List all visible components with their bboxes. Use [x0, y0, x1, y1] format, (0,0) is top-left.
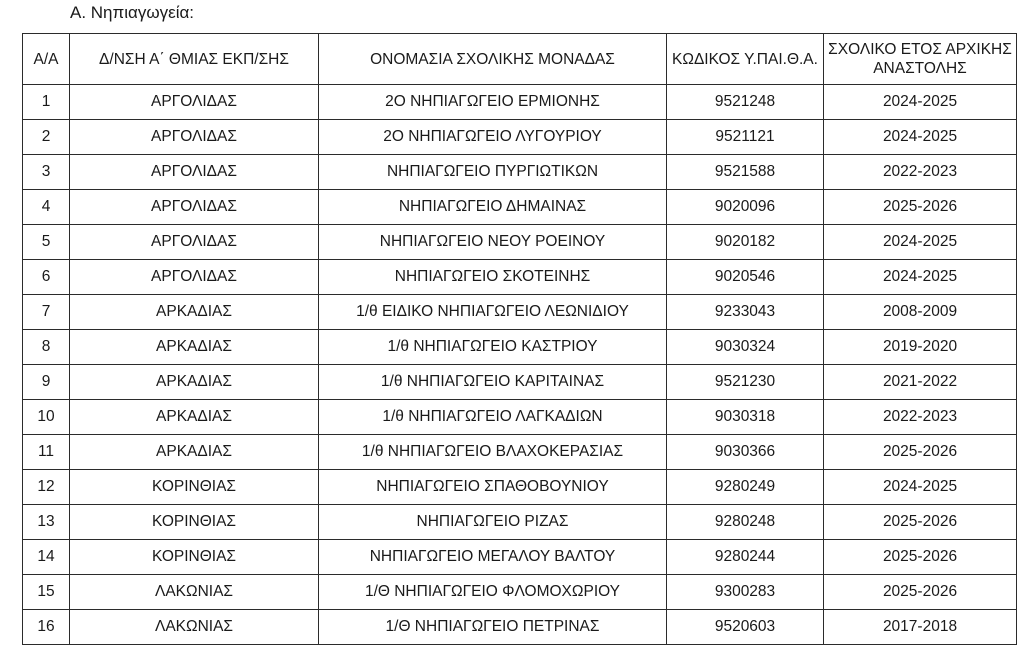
cell-code: 9280244: [667, 540, 824, 575]
cell-code: 9233043: [667, 295, 824, 330]
cell-school-name: ΝΗΠΙΑΓΩΓΕΙΟ ΠΥΡΓΙΩΤΙΚΩΝ: [319, 155, 667, 190]
cell-year: 2024-2025: [824, 85, 1017, 120]
cell-year: 2008-2009: [824, 295, 1017, 330]
table-row: [23, 295, 1017, 330]
table-row: [23, 435, 1017, 470]
cell-directorate: ΑΡΚΑΔΙΑΣ: [70, 400, 319, 435]
header-aa: Α/Α: [23, 34, 70, 85]
cell-code: 9030366: [667, 435, 824, 470]
cell-directorate: ΑΡΚΑΔΙΑΣ: [70, 365, 319, 400]
table-row: [23, 85, 1017, 120]
cell-aa: 15: [23, 575, 70, 610]
cell-school-name: 1/Θ ΝΗΠΙΑΓΩΓΕΙΟ ΠΕΤΡΙΝΑΣ: [319, 610, 667, 645]
table-row: [23, 260, 1017, 295]
table-row: [23, 190, 1017, 225]
cell-code: 9521588: [667, 155, 824, 190]
cell-year: 2025-2026: [824, 505, 1017, 540]
cell-aa: 2: [23, 120, 70, 155]
kindergartens-table: [22, 33, 1017, 645]
cell-aa: 1: [23, 85, 70, 120]
cell-directorate: ΛΑΚΩΝΙΑΣ: [70, 575, 319, 610]
cell-year: 2021-2022: [824, 365, 1017, 400]
cell-directorate: ΑΡΓΟΛΙΔΑΣ: [70, 190, 319, 225]
table-row: [23, 400, 1017, 435]
cell-school-name: ΝΗΠΙΑΓΩΓΕΙΟ ΣΚΟΤΕΙΝΗΣ: [319, 260, 667, 295]
cell-aa: 9: [23, 365, 70, 400]
table-row: [23, 575, 1017, 610]
table-row: [23, 470, 1017, 505]
table-row: [23, 330, 1017, 365]
cell-school-name: 2Ο ΝΗΠΙΑΓΩΓΕΙΟ ΕΡΜΙΟΝΗΣ: [319, 85, 667, 120]
table-row: [23, 540, 1017, 575]
cell-directorate: ΑΡΓΟΛΙΔΑΣ: [70, 120, 319, 155]
cell-school-name: 1/θ ΕΙΔΙΚΟ ΝΗΠΙΑΓΩΓΕΙΟ ΛΕΩΝΙΔΙΟΥ: [319, 295, 667, 330]
cell-directorate: ΑΡΓΟΛΙΔΑΣ: [70, 225, 319, 260]
header-code: ΚΩΔΙΚΟΣ Υ.ΠΑΙ.Θ.Α.: [667, 34, 824, 85]
cell-directorate: ΑΡΚΑΔΙΑΣ: [70, 435, 319, 470]
cell-code: 9030318: [667, 400, 824, 435]
cell-aa: 8: [23, 330, 70, 365]
cell-code: 9020096: [667, 190, 824, 225]
cell-code: 9020182: [667, 225, 824, 260]
table-row: [23, 225, 1017, 260]
cell-school-name: ΝΗΠΙΑΓΩΓΕΙΟ ΔΗΜΑΙΝΑΣ: [319, 190, 667, 225]
cell-year: 2019-2020: [824, 330, 1017, 365]
table-row: [23, 120, 1017, 155]
cell-year: 2024-2025: [824, 260, 1017, 295]
cell-school-name: ΝΗΠΙΑΓΩΓΕΙΟ ΡΙΖΑΣ: [319, 505, 667, 540]
cell-school-name: 1/Θ ΝΗΠΙΑΓΩΓΕΙΟ ΦΛΟΜΟΧΩΡΙΟΥ: [319, 575, 667, 610]
cell-code: 9521230: [667, 365, 824, 400]
cell-school-name: 1/θ ΝΗΠΙΑΓΩΓΕΙΟ ΒΛΑΧΟΚΕΡΑΣΙΑΣ: [319, 435, 667, 470]
cell-year: 2024-2025: [824, 225, 1017, 260]
cell-aa: 7: [23, 295, 70, 330]
cell-school-name: ΝΗΠΙΑΓΩΓΕΙΟ ΜΕΓΑΛΟΥ ΒΑΛΤΟΥ: [319, 540, 667, 575]
cell-year: 2022-2023: [824, 400, 1017, 435]
cell-aa: 4: [23, 190, 70, 225]
cell-aa: 6: [23, 260, 70, 295]
cell-directorate: ΚΟΡΙΝΘΙΑΣ: [70, 505, 319, 540]
cell-aa: 3: [23, 155, 70, 190]
cell-year: 2025-2026: [824, 435, 1017, 470]
cell-code: 9520603: [667, 610, 824, 645]
table-row: [23, 155, 1017, 190]
cell-code: 9521121: [667, 120, 824, 155]
cell-school-name: 2Ο ΝΗΠΙΑΓΩΓΕΙΟ ΛΥΓΟΥΡΙΟΥ: [319, 120, 667, 155]
cell-directorate: ΑΡΚΑΔΙΑΣ: [70, 295, 319, 330]
cell-directorate: ΑΡΓΟΛΙΔΑΣ: [70, 155, 319, 190]
table-row: [23, 610, 1017, 645]
table-header-row: [23, 34, 1017, 85]
cell-school-name: ΝΗΠΙΑΓΩΓΕΙΟ ΣΠΑΘΟΒΟΥΝΙΟΥ: [319, 470, 667, 505]
cell-directorate: ΑΡΚΑΔΙΑΣ: [70, 330, 319, 365]
cell-school-name: 1/θ ΝΗΠΙΑΓΩΓΕΙΟ ΚΑΣΤΡΙΟΥ: [319, 330, 667, 365]
cell-directorate: ΚΟΡΙΝΘΙΑΣ: [70, 540, 319, 575]
cell-school-name: 1/θ ΝΗΠΙΑΓΩΓΕΙΟ ΛΑΓΚΑΔΙΩΝ: [319, 400, 667, 435]
cell-year: 2025-2026: [824, 190, 1017, 225]
cell-code: 9030324: [667, 330, 824, 365]
cell-directorate: ΛΑΚΩΝΙΑΣ: [70, 610, 319, 645]
cell-aa: 13: [23, 505, 70, 540]
table-row: [23, 365, 1017, 400]
cell-year: 2022-2023: [824, 155, 1017, 190]
cell-code: 9300283: [667, 575, 824, 610]
cell-year: 2024-2025: [824, 120, 1017, 155]
cell-directorate: ΑΡΓΟΛΙΔΑΣ: [70, 260, 319, 295]
cell-school-name: 1/θ ΝΗΠΙΑΓΩΓΕΙΟ ΚΑΡΙΤΑΙΝΑΣ: [319, 365, 667, 400]
cell-aa: 14: [23, 540, 70, 575]
cell-directorate: ΚΟΡΙΝΘΙΑΣ: [70, 470, 319, 505]
cell-aa: 12: [23, 470, 70, 505]
header-suspension-year: ΣΧΟΛΙΚΟ ΕΤΟΣ ΑΡΧΙΚΗΣ ΑΝΑΣΤΟΛΗΣ: [824, 34, 1017, 85]
cell-code: 9280249: [667, 470, 824, 505]
cell-code: 9280248: [667, 505, 824, 540]
cell-year: 2024-2025: [824, 470, 1017, 505]
table-row: [23, 505, 1017, 540]
cell-aa: 5: [23, 225, 70, 260]
cell-school-name: ΝΗΠΙΑΓΩΓΕΙΟ ΝΕΟΥ ΡΟΕΙΝΟΥ: [319, 225, 667, 260]
header-directorate: Δ/ΝΣΗ Α΄ ΘΜΙΑΣ ΕΚΠ/ΣΗΣ: [70, 34, 319, 85]
section-title: Α. Νηπιαγωγεία:: [70, 3, 195, 22]
cell-year: 2025-2026: [824, 575, 1017, 610]
cell-year: 2017-2018: [824, 610, 1017, 645]
cell-directorate: ΑΡΓΟΛΙΔΑΣ: [70, 85, 319, 120]
cell-aa: 10: [23, 400, 70, 435]
cell-code: 9020546: [667, 260, 824, 295]
cell-aa: 11: [23, 435, 70, 470]
cell-code: 9521248: [667, 85, 824, 120]
cell-aa: 16: [23, 610, 70, 645]
cell-year: 2025-2026: [824, 540, 1017, 575]
header-school-name: ΟΝΟΜΑΣΙΑ ΣΧΟΛΙΚΗΣ ΜΟΝΑΔΑΣ: [319, 34, 667, 85]
